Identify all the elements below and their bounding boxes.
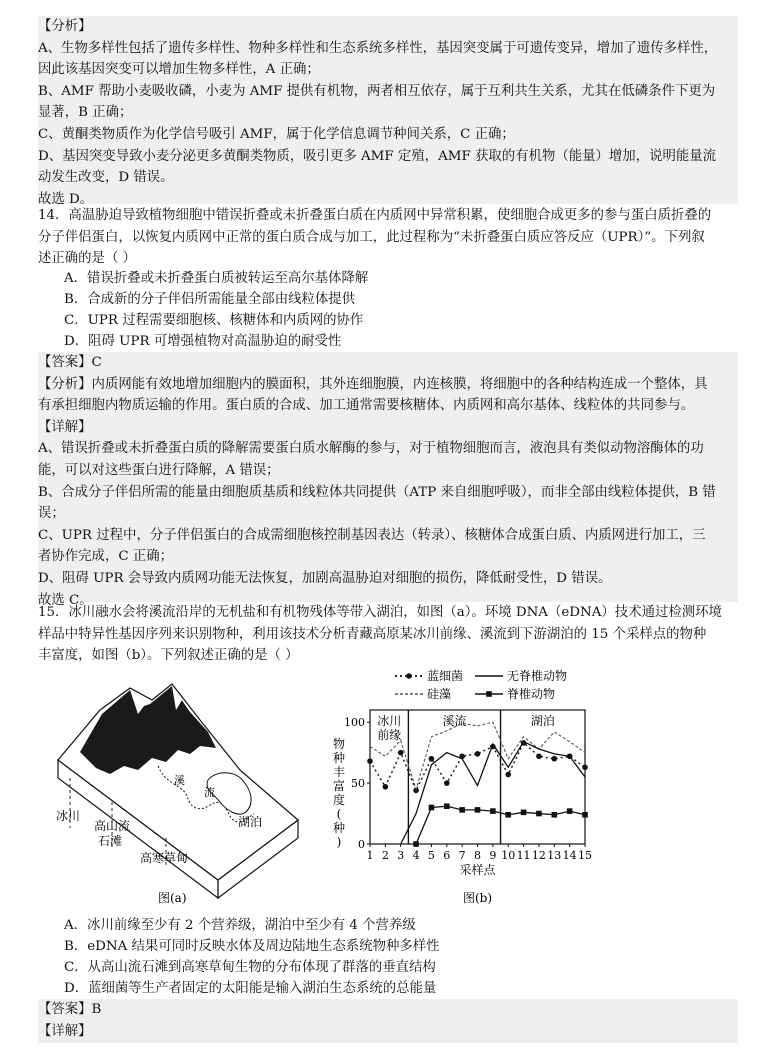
label-meadow: 高寒草甸 bbox=[140, 851, 189, 865]
legend-label: 硅藻 bbox=[427, 687, 452, 701]
stem-line: 14．高温胁迫导致植物细胞中错误折叠或未折叠蛋白质在内质网中异常积累，使细胞合成更多的参与蛋白质折叠的 bbox=[38, 208, 712, 223]
legend-label: 蓝细菌 bbox=[427, 669, 464, 683]
analysis-line: 动发生改变，D 错误。 bbox=[38, 170, 174, 186]
series-point bbox=[475, 807, 481, 813]
label-glacier: 冰川 bbox=[56, 809, 81, 823]
series-point bbox=[367, 758, 373, 764]
q15-solution-block bbox=[38, 999, 738, 1043]
x-tick-label: 2 bbox=[381, 849, 389, 862]
label-scree-1: 高山流 bbox=[94, 819, 131, 833]
series-point bbox=[459, 807, 465, 813]
figure-a-caption: 图(a) bbox=[158, 891, 187, 905]
series-point bbox=[398, 750, 404, 756]
series-point bbox=[429, 805, 435, 811]
x-axis-label: 采样点 bbox=[459, 863, 496, 877]
legend-marker bbox=[486, 691, 492, 697]
figure-b-chart bbox=[325, 664, 605, 914]
q14-detail-line: 能，可以对这些蛋白进行降解，A 错误； bbox=[38, 462, 280, 478]
region-label: 湖泊 bbox=[530, 714, 555, 728]
x-tick-label: 11 bbox=[516, 849, 531, 862]
q14-option-d: D．阻碍 UPR 可增强植物对高温胁迫的耐受性 bbox=[64, 334, 342, 349]
figure-a-landscape bbox=[40, 670, 310, 910]
q14-detail-line: 误； bbox=[38, 506, 65, 522]
stem-line: 分子伴侣蛋白，以恢复内质网中正常的蛋白质合成与加工，此过程称为“未折叠蛋白质应答反应（UPR）”。下列叙 bbox=[38, 229, 705, 245]
series-point bbox=[490, 808, 496, 814]
series-point bbox=[536, 753, 542, 759]
label-stream-2: 流 bbox=[204, 786, 215, 799]
series-point bbox=[505, 812, 511, 818]
q14-answer: 【答案】C bbox=[38, 355, 102, 370]
x-tick-label: 1 bbox=[366, 849, 374, 862]
series-point bbox=[444, 780, 450, 786]
x-tick-label: 8 bbox=[474, 849, 481, 862]
q14-option-b: B．合成新的分子伴侣所需能量全部由线粒体提供 bbox=[64, 292, 356, 307]
legend-label: 无脊椎动物 bbox=[507, 669, 568, 683]
q14-detail-line: 者协作完成，C 正确； bbox=[38, 549, 174, 565]
y-tick-label: 0 bbox=[358, 838, 365, 851]
analysis-line: 故选 D。 bbox=[38, 191, 94, 207]
q15-option-d: D．蓝细菌等生产者固定的太阳能是输入湖泊生态系统的总能量 bbox=[64, 981, 437, 996]
q14-detail-line: 故选 C。 bbox=[38, 592, 93, 608]
x-tick-label: 13 bbox=[547, 849, 562, 862]
q14-solution-block bbox=[38, 352, 738, 608]
y-axis-label-char: 物 bbox=[332, 737, 346, 751]
region-label: 前缘 bbox=[377, 728, 402, 742]
q14-analysis-line: 【分析】内质网能有效地增加细胞内的膜面积，其外连细胞膜，内连核膜，将细胞中的各种结构连成一个整体，具 bbox=[38, 376, 708, 392]
x-tick-label: 7 bbox=[458, 849, 466, 862]
chart-legend bbox=[395, 668, 567, 701]
x-tick-label: 9 bbox=[489, 849, 497, 862]
q15-option-b: B．eDNA 结果可同时反映水体及周边陆地生态系统物种多样性 bbox=[64, 939, 440, 954]
series-line bbox=[401, 742, 585, 844]
region-label: 溪流 bbox=[442, 714, 467, 728]
stem-line: 丰富度，如图（b）。下列叙述正确的是（ ） bbox=[38, 648, 299, 664]
analysis-line: D、基因突变导致小麦分泌更多黄酮类物质，吸引更多 AMF 定殖，AMF 获取的有机物（能量）增加，说明能量流 bbox=[38, 148, 717, 164]
analysis-lines bbox=[38, 38, 738, 211]
q14-detail-line: C、UPR 过程中，分子伴侣蛋白的合成需细胞核控制基因表达（转录）、核糖体合成蛋白质、内质网进行加工，三 bbox=[38, 527, 706, 543]
y-axis-label-char: 种 bbox=[332, 821, 346, 835]
q15-answer: 【答案】B bbox=[38, 1002, 102, 1017]
q14-option-c: C．UPR 过程需要细胞核、核糖体和内质网的协作 bbox=[64, 313, 364, 328]
series-point bbox=[536, 811, 542, 817]
label-stream-1: 溪 bbox=[174, 774, 185, 787]
series-point bbox=[567, 808, 573, 814]
legend-label: 脊椎动物 bbox=[507, 687, 556, 701]
series-line bbox=[370, 743, 585, 791]
legend-marker bbox=[406, 673, 412, 679]
q14-detail-heading: 【详解】 bbox=[38, 419, 92, 435]
x-tick-label: 14 bbox=[562, 849, 577, 862]
series-point bbox=[383, 784, 389, 790]
q14-detail-line: B、合成分子伴侣所需的能量由细胞质基质和线粒体共同提供（ATP 来自细胞呼吸），而非全部由线粒体提供，B 错 bbox=[38, 484, 716, 500]
analysis-line: B、AMF 帮助小麦吸收磷，小麦为 AMF 提供有机物，两者相互依存，属于互利共生关系，尤其在低磷条件下更为 bbox=[38, 83, 716, 99]
plot-area-border bbox=[370, 710, 585, 844]
stem-line: 15．冰川融水会将溪流沿岸的无机盐和有机物残体等带入湖泊，如图（a）。环境 DNA（eDNA）技术通过检测环境 bbox=[38, 605, 722, 620]
analysis-line: 因此该基因突变可以增加生物多样性，A 正确； bbox=[38, 62, 320, 78]
q14-analysis-line: 有承担细胞内物质运输的作用。蛋白质的合成、加工通常需要核糖体、内质网和高尔基体、线粒体的共同参与。 bbox=[38, 398, 695, 414]
figure-b-caption: 图(b) bbox=[462, 891, 493, 905]
series-point bbox=[505, 772, 511, 778]
analysis-heading: 【分析】 bbox=[38, 19, 92, 34]
question-14-stem bbox=[38, 205, 738, 270]
question-15-stem bbox=[38, 602, 738, 667]
series-point bbox=[551, 812, 557, 818]
x-tick-label: 3 bbox=[397, 849, 405, 862]
series-point bbox=[413, 841, 419, 847]
y-axis-label-char: ( bbox=[336, 807, 342, 821]
stem-line: 样品中特异性基因序列来识别物种，利用该技术分析青藏高原某冰川前缘、溪流到下游湖泊的 15 个采样点的物种 bbox=[38, 626, 707, 642]
series-point bbox=[521, 810, 527, 816]
analysis-line: A、生物多样性包括了遗传多样性、物种多样性和生态系统多样性，基因突变属于可遗传变异，增加了遗传多样性， bbox=[38, 40, 718, 56]
y-tick-label: 100 bbox=[344, 716, 365, 730]
label-scree-2: 石滩 bbox=[98, 834, 123, 848]
x-tick-label: 5 bbox=[427, 849, 435, 862]
label-lake: 湖泊 bbox=[238, 815, 263, 829]
y-axis-label-char: 度 bbox=[332, 793, 346, 807]
y-axis-label-char: ) bbox=[336, 835, 342, 849]
analysis-line: 显著，B 正确； bbox=[38, 105, 133, 121]
series-point bbox=[444, 803, 450, 809]
series-point bbox=[582, 812, 588, 818]
stem-line: 述正确的是（ ） bbox=[38, 251, 136, 267]
q15-option-a: A．冰川前缘至少有 2 个营养级，湖泊中至少有 4 个营养级 bbox=[64, 918, 416, 933]
y-axis-label-char: 丰 bbox=[332, 765, 346, 779]
q15-option-c: C．从高山流石滩到高寒草甸生物的分布体现了群落的垂直结构 bbox=[64, 960, 436, 975]
series-point bbox=[582, 764, 588, 770]
q14-detail-line: D、阻碍 UPR 会导致内质网功能无法恢复，加剧高温胁迫对细胞的损伤，降低耐受性，D 错误。 bbox=[38, 570, 612, 586]
analysis-block bbox=[38, 16, 738, 207]
series-point bbox=[551, 756, 557, 762]
y-axis-label-char: 富 bbox=[332, 779, 346, 793]
x-tick-label: 15 bbox=[578, 849, 592, 862]
x-tick-label: 10 bbox=[501, 849, 516, 862]
x-tick-label: 6 bbox=[443, 849, 451, 862]
q15-detail-heading: 【详解】 bbox=[38, 1023, 92, 1039]
x-tick-label: 4 bbox=[412, 849, 420, 862]
y-tick-label: 50 bbox=[351, 777, 365, 791]
region-label: 冰川 bbox=[377, 714, 402, 728]
q14-detail-line: A、错误折叠或未折叠蛋白质的降解需要蛋白质水解酶的参与，对于植物细胞而言，液泡具有类似动物溶酶体的功 bbox=[38, 441, 704, 457]
analysis-line: C、黄酮类物质作为化学信号吸引 AMF，属于化学信息调节种间关系，C 正确； bbox=[38, 126, 515, 142]
series-point bbox=[429, 756, 435, 762]
series-point bbox=[475, 751, 481, 757]
q14-option-a: A．错误折叠或未折叠蛋白质被转运至高尔基体降解 bbox=[64, 271, 369, 286]
y-axis-label-char: 种 bbox=[332, 751, 346, 765]
x-tick-label: 12 bbox=[531, 849, 546, 862]
